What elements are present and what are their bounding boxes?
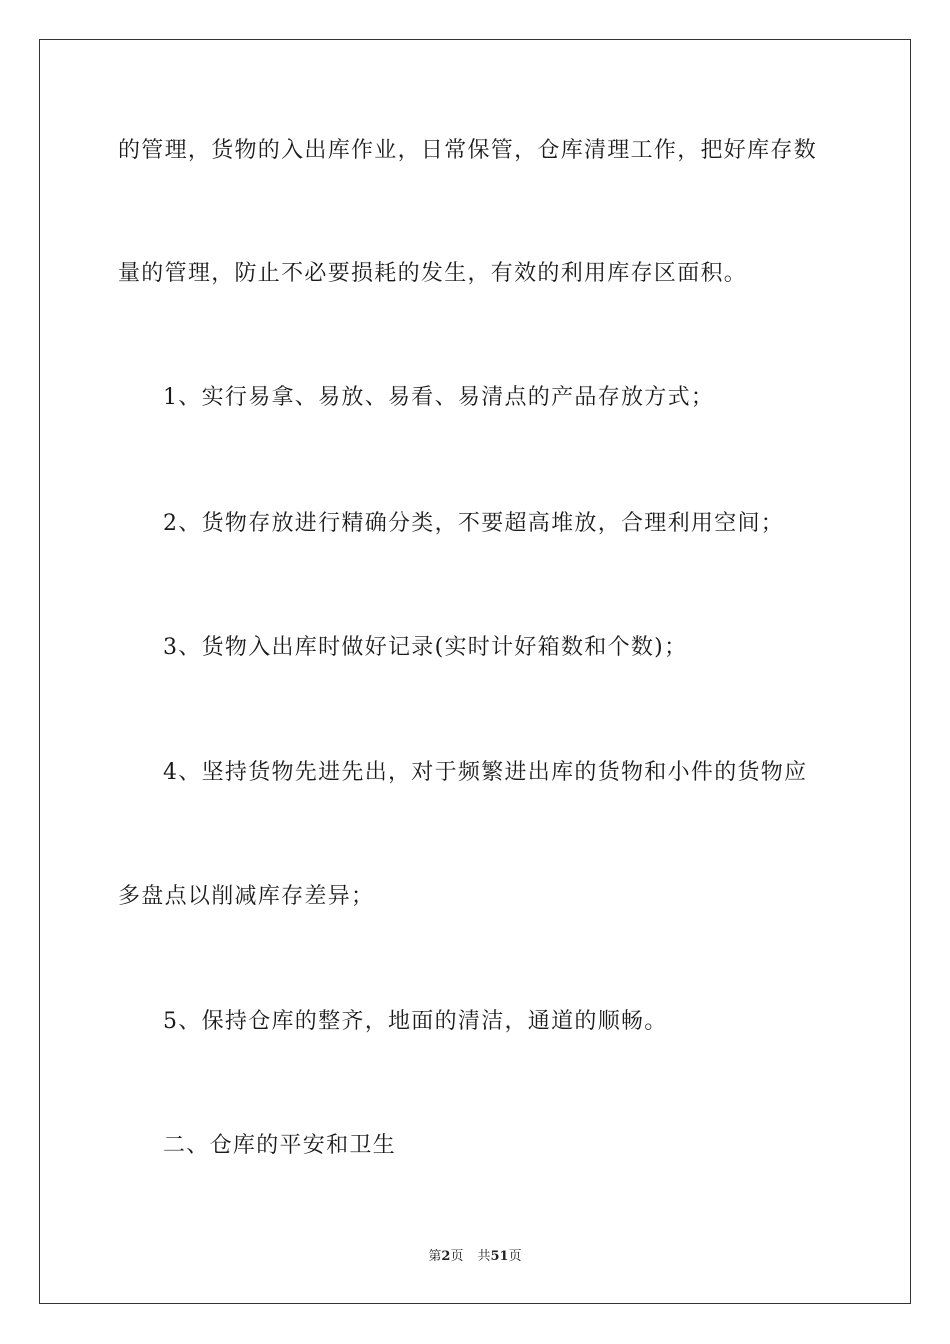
section-heading: 二、仓库的平安和卫生: [163, 1133, 397, 1158]
page-footer: [0, 1248, 950, 1266]
list-item-4-continued: 多盘点以削减库存差异；: [118, 884, 375, 909]
list-item-4: 4、坚持货物先进先出，对于频繁进出库的货物和小件的货物应: [163, 760, 808, 785]
page-prefix: 第: [428, 1249, 442, 1264]
page-suffix: 页: [450, 1249, 464, 1264]
total-pages: 51: [490, 1249, 509, 1264]
list-item-5: 5、保持仓库的整齐，地面的清洁，通道的顺畅。: [163, 1009, 668, 1034]
total-suffix: 页: [508, 1249, 522, 1264]
list-item-2: 2、货物存放进行精确分类，不要超高堆放，合理利用空间；: [163, 511, 785, 536]
list-item-3: 3、货物入出库时做好记录(实时计好箱数和个数)；: [163, 635, 688, 660]
list-item-1: 1、实行易拿、易放、易看、易清点的产品存放方式；: [163, 385, 715, 410]
total-prefix: 共: [477, 1249, 491, 1264]
paragraph-line-2: 量的管理，防止不必要损耗的发生，有效的利用库存区面积。: [118, 261, 748, 286]
page-border: [39, 39, 911, 1304]
paragraph-line-1: 的管理，货物的入出库作业，日常保管，仓库清理工作，把好库存数: [118, 138, 818, 163]
current-page-number: 2: [441, 1249, 451, 1264]
